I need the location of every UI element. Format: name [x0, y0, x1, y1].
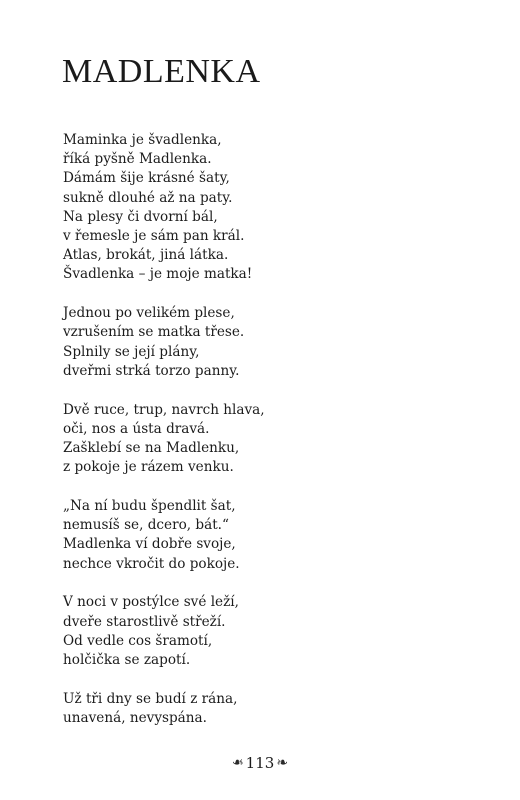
- poem-line: Od vedle cos šramotí,: [63, 632, 213, 649]
- poem-line: Maminka je švadlenka,: [63, 132, 222, 148]
- page-footer: [0, 753, 520, 773]
- page-number: 113: [245, 754, 275, 772]
- poem-line: dveřmi strká torzo panny.: [63, 362, 240, 379]
- poem-line: „Na ní budu špendlit šat,: [63, 498, 236, 515]
- stanza-6: [63, 690, 483, 728]
- poem-line: dveře starostlivě střeží.: [63, 613, 226, 630]
- poem-line: Švadlenka – je moje matka!: [63, 266, 253, 283]
- poem-line: Na plesy či dvorní bál,: [63, 208, 218, 225]
- poem-title: MADLENKA: [62, 53, 261, 90]
- stanza-4: [63, 497, 483, 574]
- poem-line: V noci v postýlce své leží,: [63, 594, 239, 611]
- poem-line: Madlenka ví dobře svoje,: [63, 536, 236, 553]
- fleuron-right-icon: ❧: [276, 755, 289, 771]
- poem-line: Dámám šije krásné šaty,: [63, 170, 230, 187]
- poem-line: Dvě ruce, trup, navrch hlava,: [63, 401, 265, 418]
- stanza-5: [63, 593, 483, 670]
- poem-line: unavená, nevyspána.: [63, 710, 207, 727]
- poem-line: holčička se zapotí.: [63, 652, 191, 669]
- stanza-3: [63, 401, 483, 478]
- stanza-1: [63, 131, 483, 285]
- poem-line: oči, nos a ústa dravá.: [63, 420, 210, 437]
- poem-line: Už tři dny se budí z rána,: [63, 690, 238, 707]
- poem-line: v řemesle je sám pan král.: [63, 228, 245, 245]
- poem-line: Jednou po velikém plese,: [63, 305, 235, 322]
- poem-line: vzrušením se matka třese.: [63, 324, 245, 341]
- poem-line: Atlas, brokát, jiná látka.: [63, 247, 229, 264]
- poem-body: [63, 131, 483, 748]
- poem-line: nechce vkročit do pokoje.: [63, 555, 240, 572]
- poem-line: Zašklebí se na Madlenku,: [63, 440, 240, 457]
- poem-line: sukně dlouhé až na paty.: [63, 189, 233, 206]
- poem-line: z pokoje je rázem venku.: [63, 459, 234, 476]
- fleuron-left-icon: ❧: [231, 755, 244, 771]
- stanza-2: [63, 304, 483, 381]
- poem-line: říká pyšně Madlenka.: [63, 151, 212, 168]
- poem-line: nemusíš se, dcero, bát.“: [63, 517, 229, 534]
- poem-line: Splnily se její plány,: [63, 343, 200, 360]
